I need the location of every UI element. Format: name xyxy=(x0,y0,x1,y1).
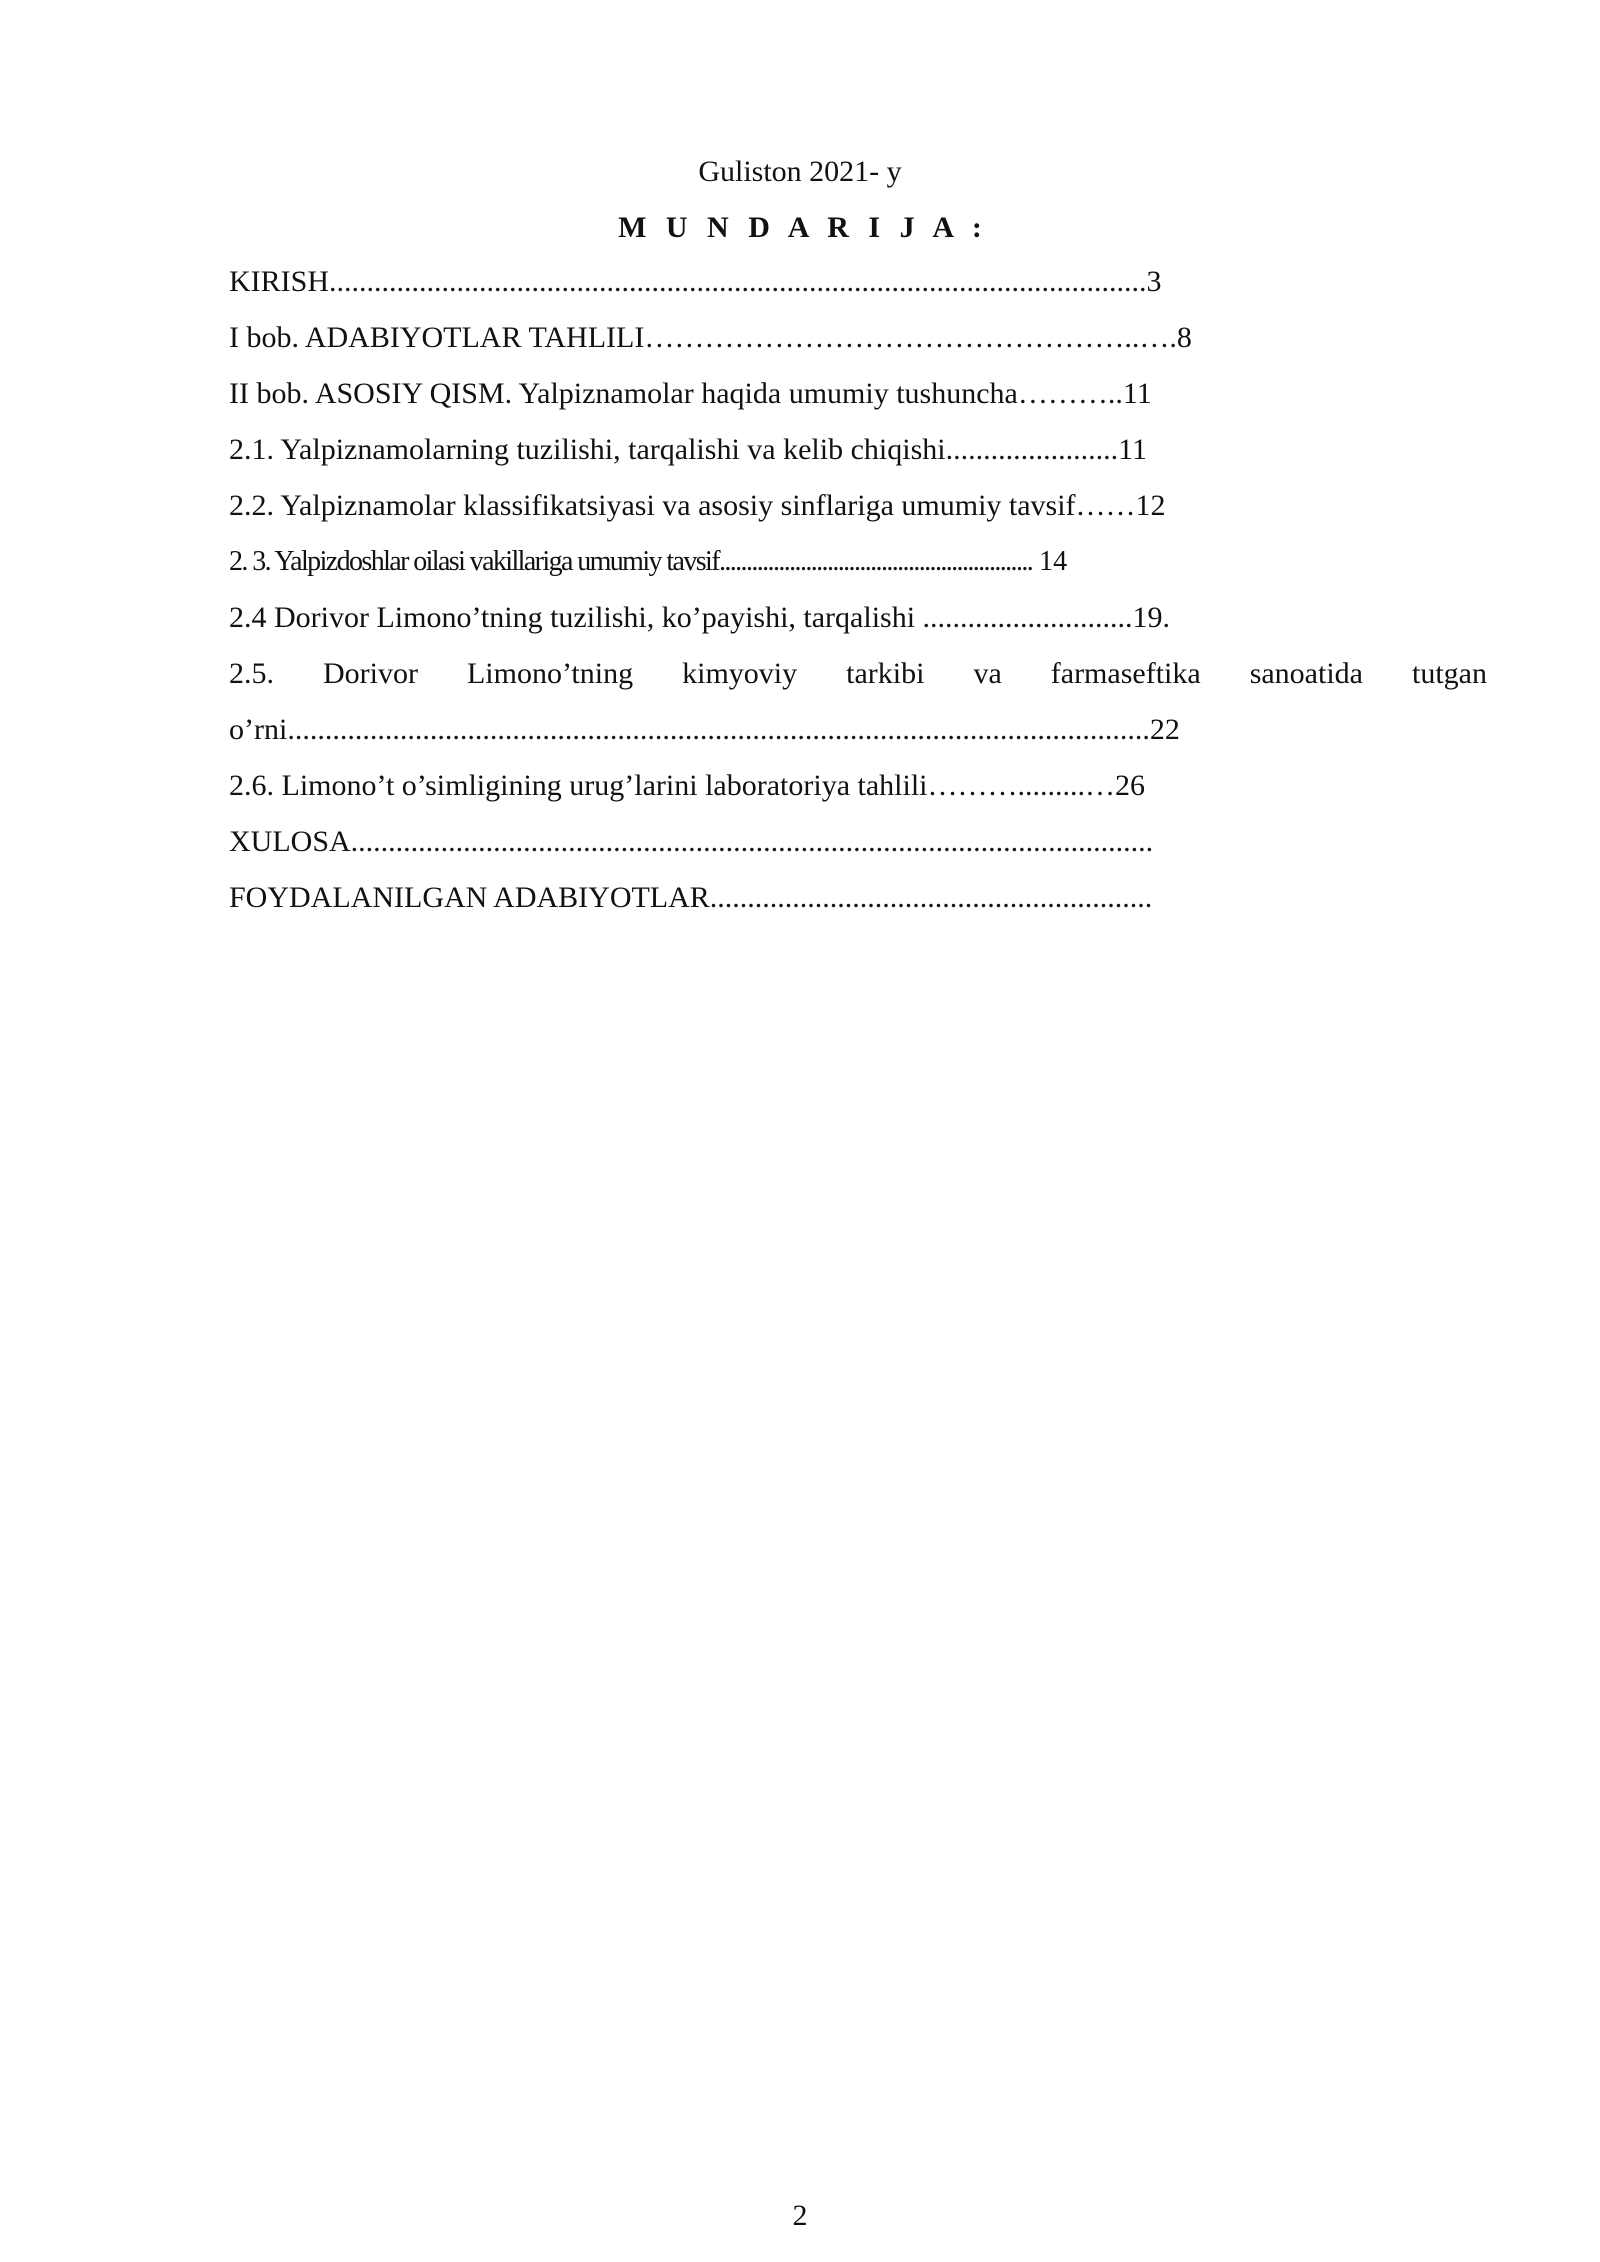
toc-entry-2-3-text: 2. 3. Yalpizdoshlar oilasi vakillariga umumiy tavsif.......................................................... xyxy=(229,546,1033,577)
toc-entry-2-2: 2.2. Yalpiznamolar klassifikatsiyasi va asosiy sinflariga umumiy tavsif……12 xyxy=(229,489,1166,522)
toc-entry-2-1: 2.1. Yalpiznamolarning tuzilishi, tarqalishi va kelib chiqishi.......................11 xyxy=(229,433,1147,466)
toc-entry-2-3-page: 14 xyxy=(1032,546,1068,577)
toc-entry-2-4: 2.4 Dorivor Limono’tning tuzilishi, ko’payishi, tarqalishi ............................19. xyxy=(229,601,1171,634)
page-number: 2 xyxy=(792,2199,808,2232)
toc-word: 2.5. xyxy=(229,657,274,690)
toc-word: va xyxy=(973,657,1002,690)
toc-word: kimyoviy xyxy=(682,657,798,690)
toc-entry-xulosa: XULOSA........................................................................................................... xyxy=(229,825,1154,858)
toc-word: sanoatida xyxy=(1249,657,1363,690)
toc-entry-2-6: 2.6. Limono’t o’simligining urug’larini laboratoriya tahlili……….........…26 xyxy=(229,769,1146,802)
toc-entry-references: FOYDALANILGAN ADABIYOTLAR........................................................... xyxy=(229,881,1153,914)
toc-word: farmaseftika xyxy=(1050,657,1201,690)
toc-word: Dorivor xyxy=(323,657,418,690)
toc-entry-2-3 xyxy=(229,542,1067,582)
toc-entry-chapter-2: II bob. ASOSIY QISM. Yalpiznamolar haqida umumiy tushuncha………..11 xyxy=(229,377,1152,410)
toc-entry-kirish: KIRISH.............................................................................................................3 xyxy=(229,265,1162,298)
toc-entry-2-5 xyxy=(229,654,1487,694)
toc-entry-2-5-continued: o’rni...................................................................................................................22 xyxy=(229,713,1180,746)
toc-word: Limono’tning xyxy=(466,657,634,690)
toc-word: tutgan xyxy=(1411,657,1487,690)
toc-entry-chapter-1: I bob. ADABIYOTLAR TAHLILI…………………………………………..….8 xyxy=(229,321,1192,354)
city-year: Guliston 2021- y xyxy=(698,155,902,188)
toc-word: tarkibi xyxy=(846,657,925,690)
toc-title: M U N D A R I J A : xyxy=(618,211,988,244)
